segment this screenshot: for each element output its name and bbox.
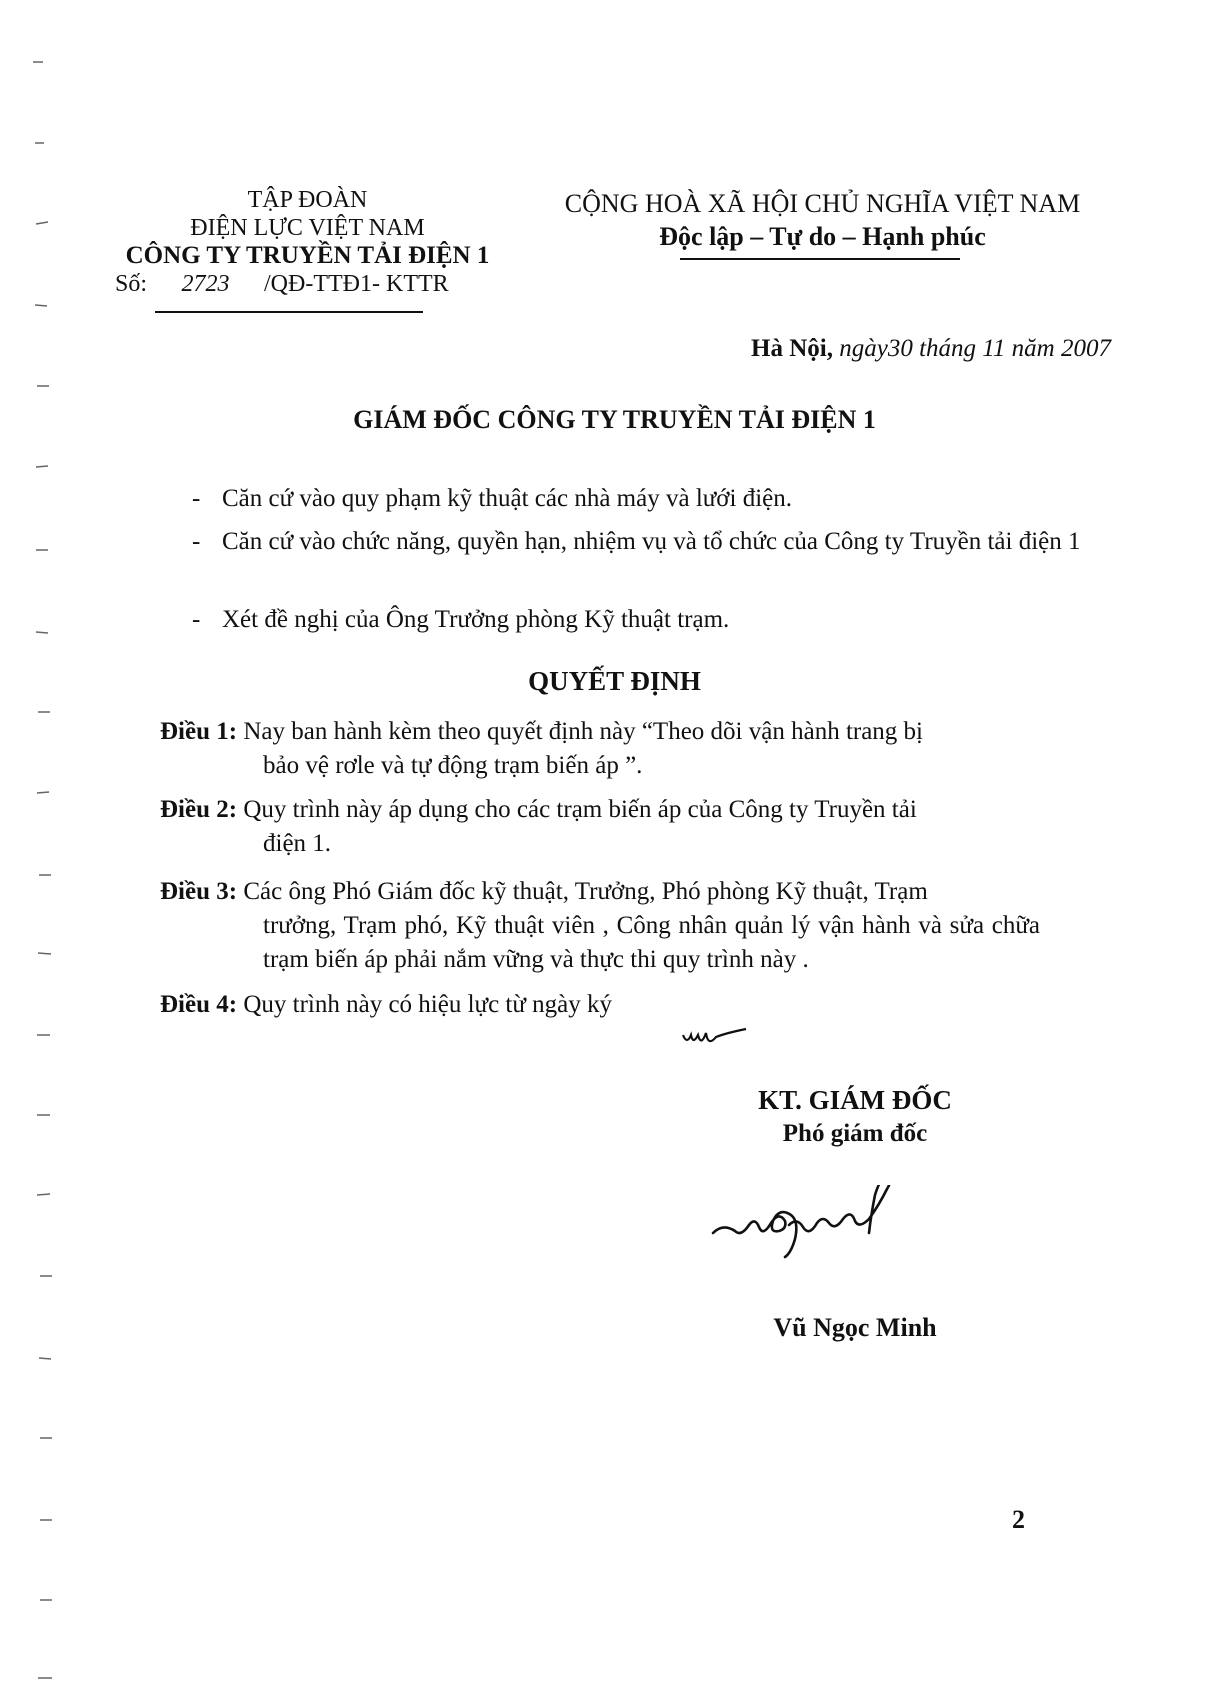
initials-mark (680, 1015, 750, 1055)
date-month-year: tháng 11 năm 2007 (919, 335, 1111, 362)
article-text-continued: trưởng, Trạm phó, Kỹ thuật viên , Công nhân quản lý vận hành và sửa chữa trạm biến áp phải nắm vững và thực thi quy trình này . (263, 912, 1040, 973)
signer-name: Vũ Ngọc Minh (773, 1313, 937, 1342)
document-title: GIÁM ĐỐC CÔNG TY TRUYỀN TẢI ĐIỆN 1 (353, 405, 876, 434)
article-4 (160, 988, 1040, 1022)
bullet-dash: - (192, 606, 201, 633)
country-name: CỘNG HOÀ XÃ HỘI CHỦ NGHĨA VIỆT NAM (564, 189, 1081, 218)
article-3 (160, 875, 1040, 977)
bullet-dash: - (192, 485, 201, 512)
margin-scan-marks (0, 0, 60, 1689)
basis-text: Căn cứ vào quy phạm kỹ thuật các nhà máy và lưới điện. (222, 485, 793, 512)
page-number: 2 (1012, 1505, 1025, 1534)
date-day-label: ngày (839, 335, 888, 362)
document-number (105, 270, 510, 298)
article-label: Điều 3: (160, 878, 238, 905)
issuer-company: CÔNG TY TRUYỀN TẢI ĐIỆN 1 (125, 242, 490, 269)
header-left-rule (155, 311, 423, 313)
article-text-continued: bảo vệ rơle và tự động trạm biến áp ”. (263, 752, 643, 779)
document-number-label: Số: (115, 271, 148, 297)
article-text: Các ông Phó Giám đốc kỹ thuật, Trưởng, Phó phòng Kỹ thuật, Trạm (243, 878, 928, 905)
issuer-group: TẬP ĐOÀN (247, 187, 368, 213)
decision-heading: QUYẾT ĐỊNH (528, 666, 701, 696)
handwritten-signature (705, 1185, 985, 1275)
document-date (751, 335, 1111, 363)
article-text: Quy trình này áp dụng cho các trạm biến áp của Công ty Truyền tải (243, 796, 917, 823)
article-text-continued: điện 1. (263, 830, 332, 857)
basis-text: Căn cứ vào chức năng, quyền hạn, nhiệm vụ và tổ chức của Công ty Truyền tải điện 1 (222, 528, 1081, 555)
date-day: 30 (887, 335, 913, 362)
basis-text: Xét đề nghị của Ông Trưởng phòng Kỹ thuật trạm. (222, 606, 730, 633)
article-2 (160, 793, 1040, 861)
basis-item (192, 482, 1102, 515)
article-text: Quy trình này có hiệu lực từ ngày ký (243, 991, 613, 1018)
article-label: Điều 4: (160, 991, 238, 1018)
document-number-value: 2723 (181, 271, 230, 297)
bullet-dash: - (192, 528, 201, 555)
article-1 (160, 715, 1040, 783)
article-label: Điều 2: (160, 796, 238, 823)
document-number-suffix: /QĐ-TTĐ1- KTTR (264, 271, 449, 297)
signature-title: KT. GIÁM ĐỐC (758, 1085, 952, 1115)
header-right-rule (680, 258, 960, 260)
issuer-header (105, 186, 510, 298)
national-header (555, 187, 1090, 253)
date-place: Hà Nội, (751, 335, 833, 362)
article-label: Điều 1: (160, 718, 238, 745)
article-text: Nay ban hành kèm theo quyết định này “Theo dõi vận hành trang bị (243, 718, 924, 745)
national-motto: Độc lập – Tự do – Hạnh phúc (659, 222, 986, 251)
signature-subtitle: Phó giám đốc (782, 1120, 928, 1147)
signature-block (700, 1083, 1010, 1151)
basis-item (192, 525, 1102, 558)
basis-item (192, 603, 1102, 636)
issuer-corporation: ĐIỆN LỰC VIỆT NAM (190, 215, 425, 241)
